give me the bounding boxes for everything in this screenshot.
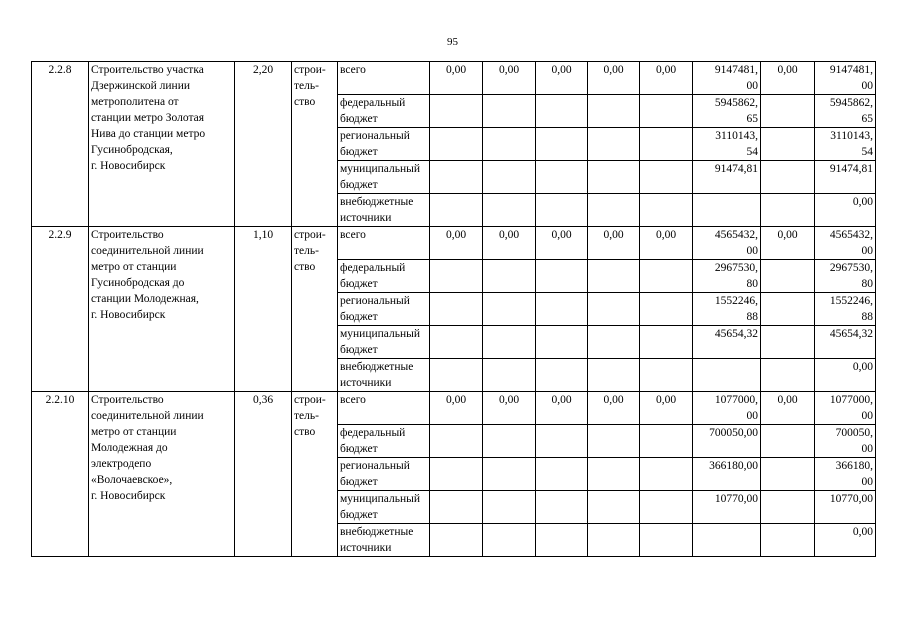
item-name-line: г. Новосибирск <box>91 309 166 321</box>
funding-source-line: источники <box>340 542 392 554</box>
funding-source-line: муниципальный <box>340 493 421 505</box>
funding-source-line: региональный <box>340 460 410 472</box>
value-cell-v2 <box>483 161 536 194</box>
funding-source-cell <box>338 62 430 95</box>
item-name-line: Гусинобродская до <box>91 277 185 289</box>
funding-source-cell <box>338 194 430 227</box>
value-cell-v6 <box>693 491 761 524</box>
value-cell-v3 <box>536 524 588 557</box>
item-name-cell <box>89 227 235 392</box>
value-line: 0,00 <box>852 361 873 373</box>
funding-source-line: бюджет <box>340 476 378 488</box>
value-cell-v4: 0,00 <box>588 392 640 425</box>
value-cell-v1 <box>430 161 483 194</box>
value-line: 91474,81 <box>714 163 758 175</box>
funding-source-line: бюджет <box>340 278 378 290</box>
value-cell-v7 <box>761 425 815 458</box>
value-cell-v2: 0,00 <box>483 392 536 425</box>
funding-source-line: бюджет <box>340 509 378 521</box>
funding-source-cell <box>338 425 430 458</box>
value-line: 91474,81 <box>829 163 873 175</box>
value-cell-v7 <box>761 95 815 128</box>
value-cell-v3 <box>536 128 588 161</box>
value-line: 00 <box>746 80 758 92</box>
value-cell-v6 <box>693 425 761 458</box>
value-cell-v1 <box>430 194 483 227</box>
value-line: 1077000, <box>829 394 873 406</box>
item-name-line: Строительство участка <box>91 64 204 76</box>
value-cell-v2 <box>483 491 536 524</box>
value-cell-v3: 0,00 <box>536 62 588 95</box>
funding-source-line: федеральный <box>340 97 406 109</box>
value-cell-v3: 0,00 <box>536 392 588 425</box>
value-cell-v2 <box>483 524 536 557</box>
item-name-line: г. Новосибирск <box>91 490 166 502</box>
value-cell-v6 <box>693 392 761 425</box>
value-cell-total <box>815 260 876 293</box>
funding-source-line: муниципальный <box>340 163 421 175</box>
funding-source-line: всего <box>340 64 366 76</box>
value-line: 2967530, <box>829 262 873 274</box>
value-cell-v4 <box>588 161 640 194</box>
value-line: 700050,00 <box>709 427 758 439</box>
value-cell-v1 <box>430 425 483 458</box>
value-cell-v3 <box>536 458 588 491</box>
value-cell-v2: 0,00 <box>483 62 536 95</box>
item-name-line: станции метро Золотая <box>91 112 205 124</box>
work-kind-cell <box>292 392 338 557</box>
funding-source-line: внебюджетные <box>340 196 414 208</box>
page-number: 95 <box>447 36 458 48</box>
work-kind-line: строи- <box>294 394 326 406</box>
item-name-line: «Волочаевское», <box>91 474 173 486</box>
funding-source-line: всего <box>340 394 366 406</box>
value-cell-v4 <box>588 359 640 392</box>
value-cell-v3 <box>536 293 588 326</box>
value-cell-v7 <box>761 194 815 227</box>
value-cell-total <box>815 62 876 95</box>
value-cell-total <box>815 491 876 524</box>
value-line: 2967530, <box>714 262 758 274</box>
value-cell-v4 <box>588 425 640 458</box>
value-line: 00 <box>861 80 873 92</box>
value-cell-total <box>815 95 876 128</box>
work-kind-line: строи- <box>294 229 326 241</box>
work-kind-line: тель- <box>294 80 319 92</box>
value-cell-v5 <box>640 491 693 524</box>
value-line: 54 <box>746 146 758 158</box>
table-row <box>32 62 876 95</box>
value-cell-v1 <box>430 260 483 293</box>
funding-source-cell <box>338 524 430 557</box>
value-line: 3110143, <box>715 130 758 142</box>
value-line: 366180,00 <box>709 460 758 472</box>
value-cell-v2 <box>483 425 536 458</box>
value-cell-v7 <box>761 491 815 524</box>
value-cell-total <box>815 194 876 227</box>
funding-source-cell <box>338 326 430 359</box>
value-line: 3110143, <box>830 130 873 142</box>
value-cell-total <box>815 326 876 359</box>
value-cell-v5 <box>640 95 693 128</box>
value-cell-v7 <box>761 128 815 161</box>
work-kind-cell <box>292 227 338 392</box>
value-cell-v5 <box>640 359 693 392</box>
value-cell-v4 <box>588 524 640 557</box>
value-cell-v7 <box>761 260 815 293</box>
value-cell-v2: 0,00 <box>483 227 536 260</box>
funding-source-line: источники <box>340 212 392 224</box>
item-name-line: метро от станции <box>91 426 177 438</box>
value-line: 9147481, <box>829 64 873 76</box>
value-cell-v2 <box>483 194 536 227</box>
funding-source-cell <box>338 392 430 425</box>
value-line: 1552246, <box>714 295 758 307</box>
value-line: 366180, <box>835 460 873 472</box>
value-line: 45654,32 <box>714 328 758 340</box>
value-cell-v6 <box>693 62 761 95</box>
work-kind-line: ство <box>294 96 316 108</box>
value-cell-v1 <box>430 95 483 128</box>
item-name-line: Строительство <box>91 394 164 406</box>
value-cell-total <box>815 524 876 557</box>
item-name-line: метро от станции <box>91 261 177 273</box>
value-cell-v5 <box>640 260 693 293</box>
work-kind-line: тель- <box>294 410 319 422</box>
value-line: 4565432, <box>714 229 758 241</box>
value-cell-v1 <box>430 458 483 491</box>
value-cell-v7 <box>761 458 815 491</box>
value-cell-v6 <box>693 128 761 161</box>
value-cell-v5: 0,00 <box>640 392 693 425</box>
funding-source-cell <box>338 293 430 326</box>
value-line: 4565432, <box>829 229 873 241</box>
value-cell-v5 <box>640 425 693 458</box>
funding-source-line: бюджет <box>340 311 378 323</box>
value-cell-v5 <box>640 293 693 326</box>
value-cell-v4 <box>588 128 640 161</box>
value-line: 00 <box>861 410 873 422</box>
funding-source-cell <box>338 128 430 161</box>
value-cell-v7 <box>761 524 815 557</box>
value-line: 1077000, <box>714 394 758 406</box>
length-cell: 2,20 <box>235 62 292 227</box>
item-name-line: Строительство <box>91 229 164 241</box>
value-cell-v7: 0,00 <box>761 392 815 425</box>
item-code-cell: 2.2.9 <box>32 227 89 392</box>
value-cell-v1: 0,00 <box>430 392 483 425</box>
value-cell-v7 <box>761 326 815 359</box>
funding-source-line: федеральный <box>340 262 406 274</box>
value-line: 88 <box>746 311 758 323</box>
value-cell-v1 <box>430 128 483 161</box>
value-cell-v4 <box>588 293 640 326</box>
value-cell-v6 <box>693 161 761 194</box>
value-line: 80 <box>746 278 758 290</box>
value-cell-v4 <box>588 458 640 491</box>
item-name-cell <box>89 392 235 557</box>
item-name-line: Молодежная до <box>91 442 168 454</box>
value-line: 54 <box>861 146 873 158</box>
value-cell-v1 <box>430 293 483 326</box>
work-kind-line: тель- <box>294 245 319 257</box>
value-line: 45654,32 <box>829 328 873 340</box>
funding-source-line: источники <box>340 377 392 389</box>
value-cell-total <box>815 128 876 161</box>
value-cell-v2 <box>483 293 536 326</box>
value-cell-v4 <box>588 260 640 293</box>
value-cell-v3 <box>536 359 588 392</box>
funding-source-line: федеральный <box>340 427 406 439</box>
value-cell-v3 <box>536 95 588 128</box>
value-cell-v6 <box>693 326 761 359</box>
value-line: 00 <box>861 476 873 488</box>
value-cell-v5 <box>640 458 693 491</box>
value-cell-total <box>815 293 876 326</box>
value-cell-v4: 0,00 <box>588 62 640 95</box>
value-cell-v1 <box>430 491 483 524</box>
funding-source-cell <box>338 95 430 128</box>
item-code-cell: 2.2.8 <box>32 62 89 227</box>
funding-source-cell <box>338 359 430 392</box>
value-cell-v4 <box>588 326 640 359</box>
value-line: 65 <box>746 113 758 125</box>
item-name-line: метрополитена от <box>91 96 179 108</box>
funding-source-cell <box>338 458 430 491</box>
funding-source-cell <box>338 227 430 260</box>
table-row <box>32 392 876 425</box>
funding-source-cell <box>338 161 430 194</box>
value-line: 9147481, <box>714 64 758 76</box>
value-cell-v2 <box>483 458 536 491</box>
value-cell-v3 <box>536 194 588 227</box>
funding-source-line: внебюджетные <box>340 361 414 373</box>
length-cell: 0,36 <box>235 392 292 557</box>
value-cell-v1 <box>430 359 483 392</box>
value-cell-total <box>815 161 876 194</box>
value-cell-v1 <box>430 524 483 557</box>
value-cell-v6 <box>693 524 761 557</box>
value-cell-v5 <box>640 128 693 161</box>
value-cell-v3: 0,00 <box>536 227 588 260</box>
value-cell-v6 <box>693 194 761 227</box>
value-cell-v1 <box>430 326 483 359</box>
value-cell-v5 <box>640 524 693 557</box>
value-cell-v4 <box>588 491 640 524</box>
item-name-line: соединительной линии <box>91 410 204 422</box>
item-name-cell <box>89 62 235 227</box>
item-name-line: станции Молодежная, <box>91 293 199 305</box>
item-name-line: соединительной линии <box>91 245 204 257</box>
value-cell-total <box>815 359 876 392</box>
value-cell-v3 <box>536 491 588 524</box>
value-cell-v6 <box>693 260 761 293</box>
value-line: 00 <box>861 443 873 455</box>
value-cell-v7 <box>761 293 815 326</box>
value-cell-v6 <box>693 293 761 326</box>
value-cell-v7: 0,00 <box>761 62 815 95</box>
item-name-line: г. Новосибирск <box>91 160 166 172</box>
value-cell-v2 <box>483 128 536 161</box>
funding-source-line: региональный <box>340 295 410 307</box>
work-kind-cell <box>292 62 338 227</box>
funding-source-line: бюджет <box>340 344 378 356</box>
funding-source-line: всего <box>340 229 366 241</box>
value-cell-v3 <box>536 161 588 194</box>
budget-table <box>31 61 876 557</box>
value-line: 0,00 <box>852 196 873 208</box>
value-cell-v5 <box>640 194 693 227</box>
value-cell-v6 <box>693 359 761 392</box>
value-cell-v7 <box>761 359 815 392</box>
value-cell-v5 <box>640 326 693 359</box>
funding-source-line: бюджет <box>340 146 378 158</box>
work-kind-line: строи- <box>294 64 326 76</box>
value-cell-v6 <box>693 95 761 128</box>
value-cell-v4 <box>588 194 640 227</box>
item-code-cell: 2.2.10 <box>32 392 89 557</box>
value-line: 00 <box>861 245 873 257</box>
value-line: 1552246, <box>829 295 873 307</box>
value-line: 00 <box>746 410 758 422</box>
value-cell-v2 <box>483 95 536 128</box>
funding-source-line: бюджет <box>340 443 378 455</box>
funding-source-line: внебюджетные <box>340 526 414 538</box>
value-line: 80 <box>861 278 873 290</box>
value-cell-v4: 0,00 <box>588 227 640 260</box>
funding-source-cell <box>338 260 430 293</box>
value-line: 700050, <box>835 427 873 439</box>
funding-source-line: муниципальный <box>340 328 421 340</box>
value-cell-total <box>815 458 876 491</box>
value-cell-v5: 0,00 <box>640 227 693 260</box>
work-kind-line: ство <box>294 261 316 273</box>
value-line: 5945862, <box>714 97 758 109</box>
value-cell-v1: 0,00 <box>430 227 483 260</box>
item-name-line: Гусинобродская, <box>91 144 173 156</box>
value-cell-v3 <box>536 425 588 458</box>
item-name-line: Нива до станции метро <box>91 128 206 140</box>
value-cell-v6 <box>693 458 761 491</box>
value-cell-v1: 0,00 <box>430 62 483 95</box>
value-cell-v7 <box>761 161 815 194</box>
value-line: 5945862, <box>829 97 873 109</box>
value-cell-total <box>815 227 876 260</box>
value-line: 10770,00 <box>829 493 873 505</box>
value-cell-v2 <box>483 326 536 359</box>
value-cell-v3 <box>536 326 588 359</box>
funding-source-line: региональный <box>340 130 410 142</box>
value-line: 10770,00 <box>714 493 758 505</box>
table-row <box>32 227 876 260</box>
value-cell-v4 <box>588 95 640 128</box>
work-kind-line: ство <box>294 426 316 438</box>
value-cell-total <box>815 425 876 458</box>
item-name-line: Дзержинской линии <box>91 80 191 92</box>
funding-source-line: бюджет <box>340 179 378 191</box>
value-cell-v5 <box>640 161 693 194</box>
value-line: 88 <box>861 311 873 323</box>
value-cell-total <box>815 392 876 425</box>
item-name-line: электродепо <box>91 458 152 470</box>
value-cell-v2 <box>483 359 536 392</box>
funding-source-line: бюджет <box>340 113 378 125</box>
value-cell-v7: 0,00 <box>761 227 815 260</box>
value-cell-v2 <box>483 260 536 293</box>
funding-source-cell <box>338 491 430 524</box>
value-cell-v5: 0,00 <box>640 62 693 95</box>
value-line: 0,00 <box>852 526 873 538</box>
length-cell: 1,10 <box>235 227 292 392</box>
value-line: 65 <box>861 113 873 125</box>
value-line: 00 <box>746 245 758 257</box>
value-cell-v3 <box>536 260 588 293</box>
value-cell-v6 <box>693 227 761 260</box>
